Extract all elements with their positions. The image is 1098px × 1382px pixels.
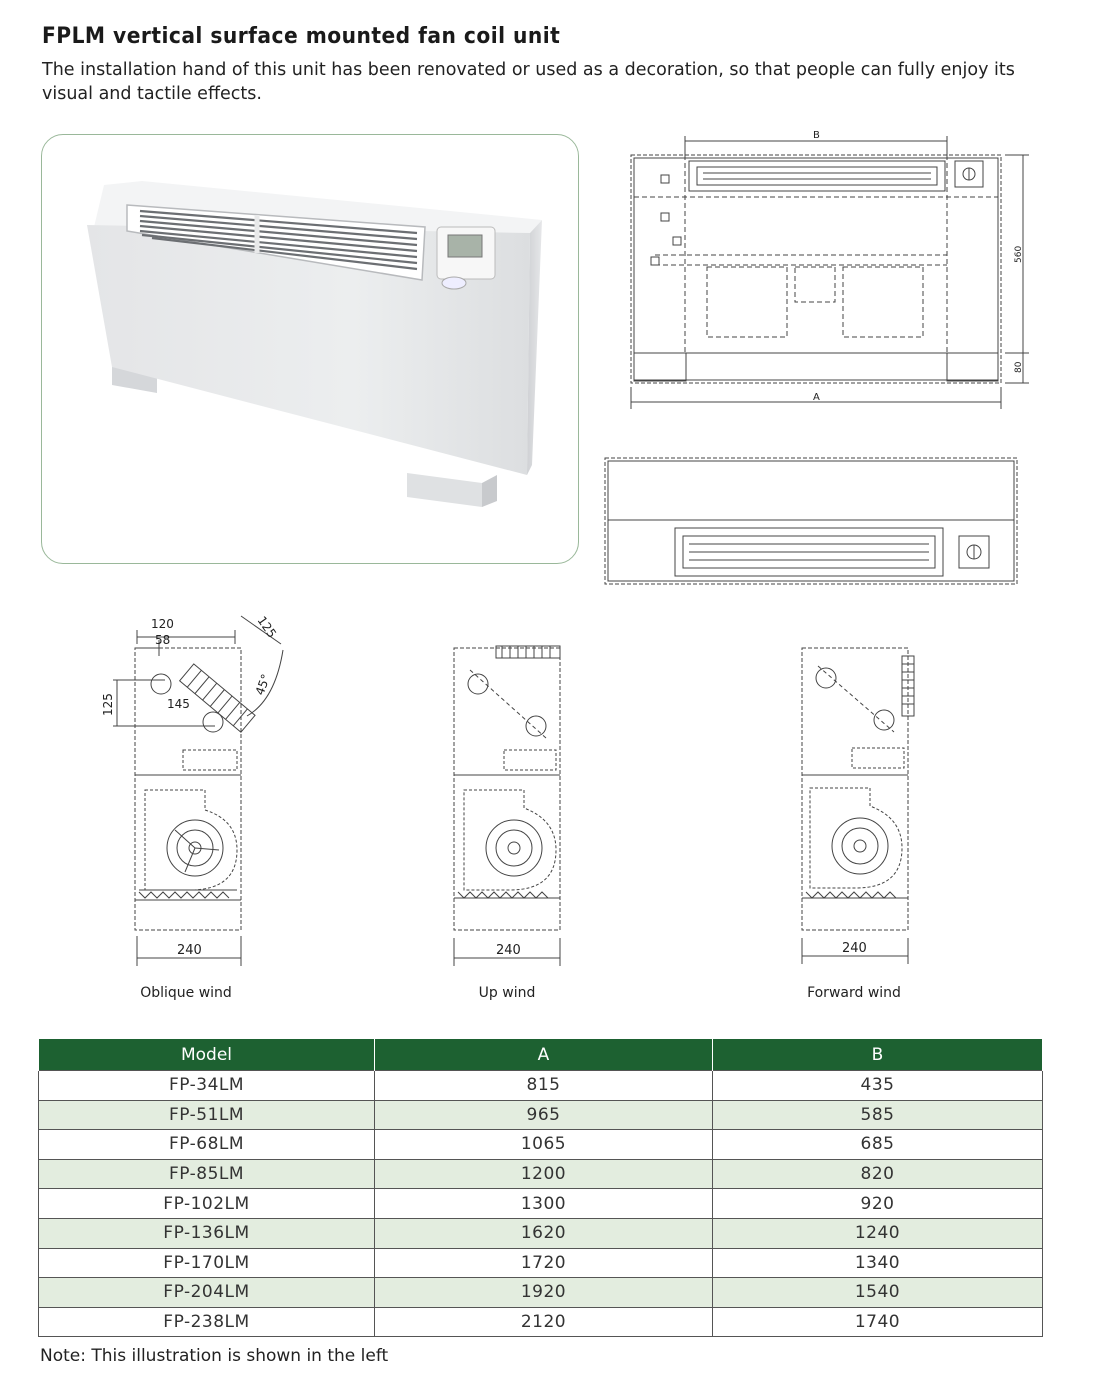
table-row <box>39 1071 1043 1101</box>
cell-a: 1620 <box>375 1218 713 1248</box>
cell-model: FP-136LM <box>39 1218 375 1248</box>
cell-model: FP-204LM <box>39 1278 375 1308</box>
cell-model: FP-85LM <box>39 1159 375 1189</box>
cell-b: 820 <box>713 1159 1043 1189</box>
table-row <box>39 1248 1043 1278</box>
width-240-label: 240 <box>177 943 202 958</box>
dim-foot-label: 80 <box>1014 361 1024 373</box>
width-240-label: 240 <box>842 941 867 956</box>
dim-b-label: B <box>813 130 820 141</box>
side-view-oblique <box>95 600 295 972</box>
cell-b: 1340 <box>713 1248 1043 1278</box>
cell-a: 1200 <box>375 1159 713 1189</box>
cell-model: FP-170LM <box>39 1248 375 1278</box>
table-row <box>39 1189 1043 1219</box>
caption-forward-wind: Forward wind <box>807 985 901 1001</box>
table-row <box>39 1307 1043 1337</box>
cell-b: 1240 <box>713 1218 1043 1248</box>
cell-a: 1920 <box>375 1278 713 1308</box>
product-photo-frame <box>41 134 579 564</box>
cell-b: 1740 <box>713 1307 1043 1337</box>
table-row <box>39 1100 1043 1130</box>
width-240-label: 240 <box>496 943 521 958</box>
table-row <box>39 1218 1043 1248</box>
cell-model: FP-238LM <box>39 1307 375 1337</box>
header-b: B <box>713 1039 1043 1071</box>
caption-oblique-wind: Oblique wind <box>140 985 232 1001</box>
dim-45-label: 45° <box>252 672 274 698</box>
table-row <box>39 1278 1043 1308</box>
side-view-up <box>450 640 570 972</box>
cell-model: FP-51LM <box>39 1100 375 1130</box>
dim-145-label: 145 <box>167 697 190 711</box>
front-dimension-drawing <box>625 125 1035 415</box>
header-model: Model <box>39 1039 375 1071</box>
top-view-drawing <box>603 456 1023 590</box>
cell-b: 435 <box>713 1071 1043 1101</box>
page-title: FPLM vertical surface mounted fan coil unit <box>42 24 561 49</box>
cell-b: 585 <box>713 1100 1043 1130</box>
header-a: A <box>375 1039 713 1071</box>
dim-height-label: 560 <box>1014 245 1024 263</box>
dim-120-label: 120 <box>151 617 174 631</box>
cell-a: 1720 <box>375 1248 713 1278</box>
dim-a-label: A <box>813 392 820 403</box>
table-header-row <box>39 1039 1043 1071</box>
cell-b: 685 <box>713 1130 1043 1160</box>
cell-a: 2120 <box>375 1307 713 1337</box>
dim-125-diag-label: 125 <box>254 613 280 641</box>
side-view-forward <box>798 640 920 972</box>
caption-up-wind: Up wind <box>478 985 536 1001</box>
dim-58-label: 58 <box>155 633 171 647</box>
dim-125-left-label: 125 <box>101 693 115 716</box>
cell-a: 1300 <box>375 1189 713 1219</box>
table-row <box>39 1130 1043 1160</box>
cell-model: FP-102LM <box>39 1189 375 1219</box>
cell-model: FP-68LM <box>39 1130 375 1160</box>
cell-model: FP-34LM <box>39 1071 375 1101</box>
cell-a: 1065 <box>375 1130 713 1160</box>
cell-b: 1540 <box>713 1278 1043 1308</box>
dimension-table <box>38 1039 1043 1337</box>
table-row <box>39 1159 1043 1189</box>
footnote: Note: This illustration is shown in the left <box>40 1346 389 1366</box>
fan-coil-unit-photo <box>42 135 578 563</box>
page-description: The installation hand of this unit has been renovated or used as a decoration, so that people can fully enjoy its visual and tactile effects. <box>42 60 1015 104</box>
cell-a: 815 <box>375 1071 713 1101</box>
cell-a: 965 <box>375 1100 713 1130</box>
cell-b: 920 <box>713 1189 1043 1219</box>
